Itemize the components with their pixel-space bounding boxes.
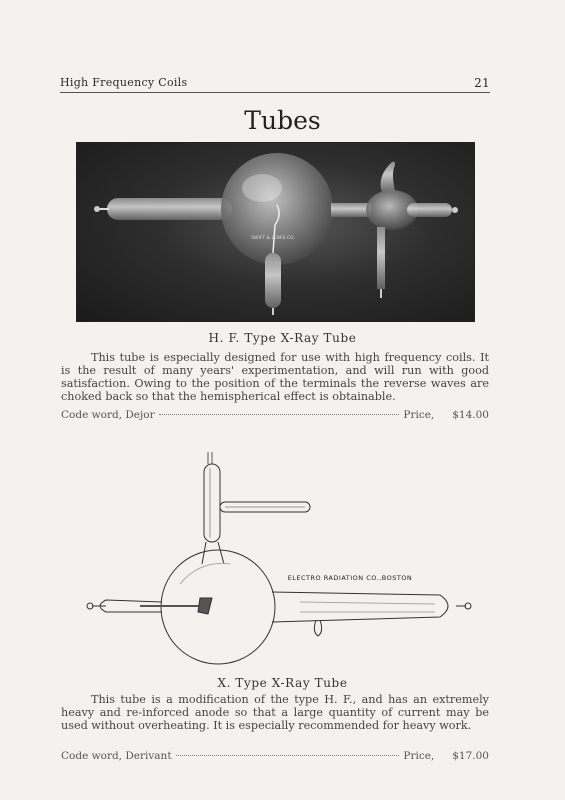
hf-tube-photo: [76, 142, 475, 322]
x-tube-order-line: [61, 750, 489, 764]
drawing-inscription: ELECTRO RADIATION CO.,BOSTON: [287, 574, 413, 582]
x-tube-code-word: Code word, Derivant: [61, 750, 172, 762]
hf-tube-illustration: [77, 143, 474, 321]
hf-tube-caption: H. F. Type X-Ray Tube: [208, 331, 357, 345]
x-tube-illustration: [80, 452, 480, 672]
page-number: 21: [474, 76, 490, 90]
x-tube-price-label: Price,: [403, 750, 435, 762]
x-tube-price: $17.00: [452, 750, 489, 762]
photo-inscription: SWIFT & LEWIS CO.: [251, 236, 295, 241]
hf-tube-code-word: Code word, Dejor: [61, 409, 155, 421]
x-tube-description: This tube is a modification of the type H. F., and has an extremely heavy and re-inforced anode so that a large quantity of current may be used without overheating. It is especially recommended for heavy work.: [61, 693, 489, 732]
dot-leader: [159, 414, 400, 415]
running-title: High Frequency Coils: [60, 76, 188, 89]
hf-tube-description: This tube is especially designed for use with high frequency coils. It is the result of many years' experimentation, and will run with good satisfaction. Owing to the position of the terminals the reverse waves are choked back so that the hemispherical effect is obtainable.: [61, 351, 489, 403]
dot-leader: [176, 755, 400, 756]
hf-tube-price: $14.00: [452, 409, 489, 421]
hf-tube-order-line: [61, 409, 489, 423]
section-title: Tubes: [244, 106, 321, 135]
x-tube-drawing: [80, 452, 480, 672]
hf-tube-price-label: Price,: [403, 409, 435, 421]
header-rule: [60, 92, 490, 93]
x-tube-caption: X. Type X-Ray Tube: [217, 676, 348, 690]
